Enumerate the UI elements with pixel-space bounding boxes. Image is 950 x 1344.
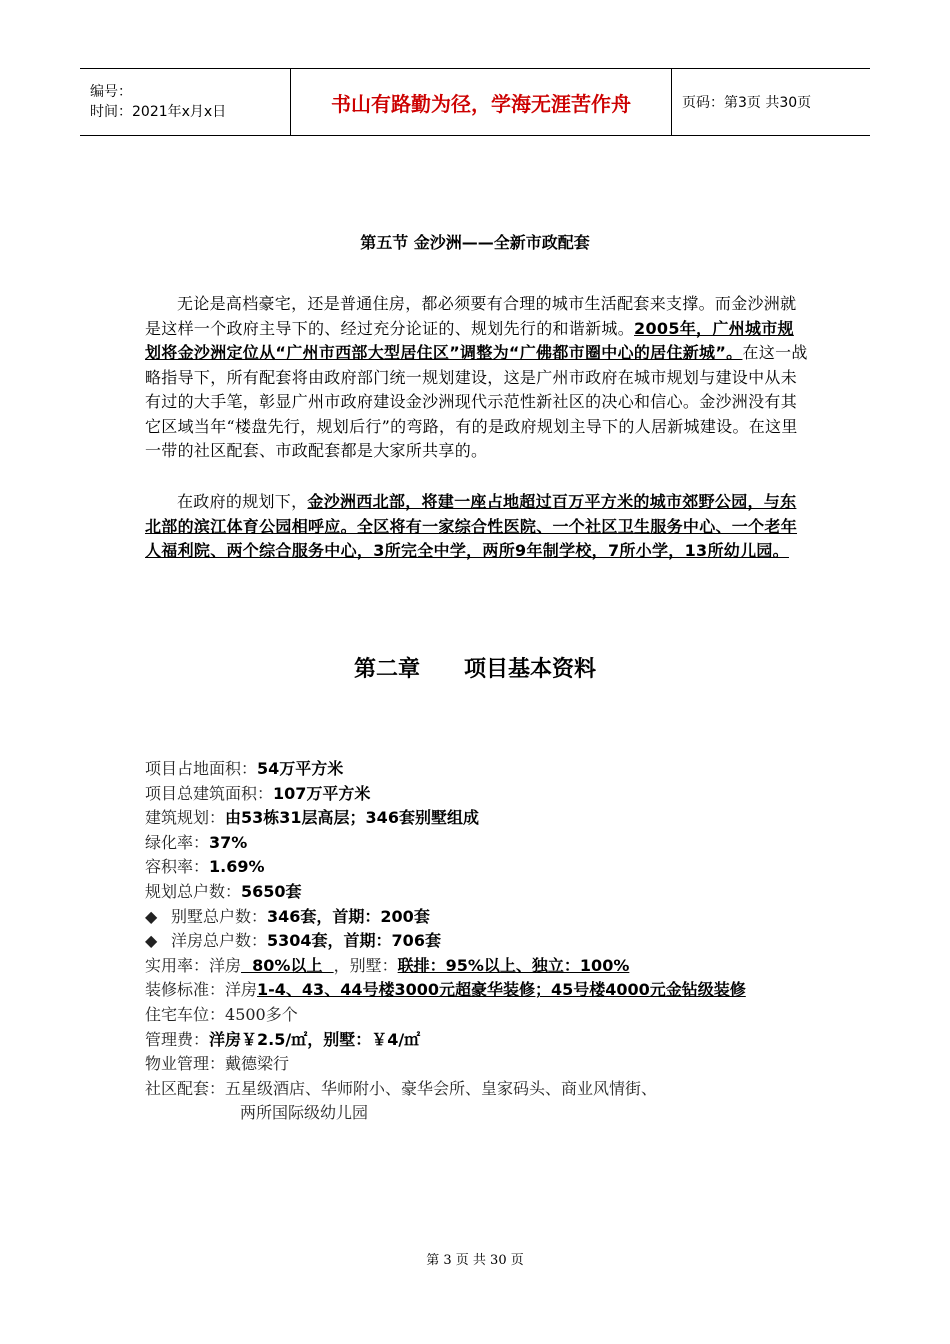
- diamond-bullet-icon: ◆: [145, 931, 158, 951]
- header-page-info: 页码：第3页 共30页: [672, 69, 871, 136]
- document-header: [80, 68, 870, 136]
- doc-number-label: 编号：: [90, 84, 132, 100]
- info-property-management: 物业管理：戴德梁行: [145, 1054, 290, 1074]
- info-build-area: 项目总建筑面积：107万平方米: [145, 783, 371, 803]
- para1-emphasis: 2005年，广州城市规划将金沙洲定位从“广州市西部大型居住区”调整为“广佛都市圈中心的居住新城”。: [145, 318, 794, 362]
- info-far: 容积率：1.69%: [145, 857, 265, 877]
- info-usage-rate: 实用率：洋房 80%以上 ，别墅：联排：95%以上、独立：100%: [145, 955, 630, 975]
- chapter-number: 第二章: [353, 657, 420, 682]
- para1-intro: 无论是高档豪宅，还是普通住房，都必须要有合理的城市生活配套来支撑。而金沙洲就是这样一个政府主导下的、经过充分论证的、规划先行的和谐新城。: [145, 294, 797, 338]
- header-meta-cell: [80, 69, 291, 136]
- para2-emphasis: 金沙洲西北部，将建一座占地超过百万平方米的城市郊野公园，与东北部的滨江体育公园相呼应。全区将有一家综合性医院、一个社区卫生服务中心、一个老年人福利院、两个综合服务中心，3所完全中学，两所9年制学校，7所小学，13所幼儿园。: [145, 492, 798, 560]
- info-land-area: 项目占地面积：54万平方米: [145, 759, 344, 778]
- diamond-bullet-icon: ◆: [145, 906, 158, 926]
- doc-time-label: 时间：2021年x月x日: [90, 104, 227, 120]
- info-parking: 住宅车位：4500多个: [145, 1004, 298, 1024]
- section-title: 第五节 金沙洲——全新市政配套: [360, 233, 590, 252]
- section-paragraph-2: [145, 490, 810, 564]
- project-info-list: [145, 757, 835, 1126]
- info-community-cont: 两所国际级幼儿园: [240, 1103, 369, 1123]
- info-management-fee: 管理费：洋房￥2.5/㎡，别墅：￥4/㎡: [145, 1029, 421, 1049]
- info-households: 规划总户数：5650套: [145, 881, 302, 901]
- chapter-title: [0, 652, 950, 683]
- info-community: 社区配套：五星级酒店、华师附小、豪华会所、皇家码头、商业风情街、: [145, 1078, 658, 1098]
- info-decoration: 装修标准：洋房1-4、43、44号楼3000元超豪华装修；45号楼4000元金钻级装修: [145, 980, 746, 1000]
- info-villa-count: ◆ 别墅总户数：346套，首期：200套: [145, 905, 835, 930]
- info-apartment-count: ◆ 洋房总户数：5304套，首期：706套: [145, 929, 835, 954]
- header-motto: 书山有路勤为径，学海无涯苦作舟: [291, 69, 672, 136]
- para1-body: 在这一战略指导下，所有配套将由政府部门统一规划建设，这是广州市政府在城市规划与建设中从未有过的大手笔，彰显广州市政府建设金沙洲现代示范性新社区的决心和信心。金沙洲没有其它区域当年“楼盘先行，规划后行”的弯路，有的是政府规划主导下的人居新城建设。在这里一带的社区配套、市政配套都是大家所共享的。: [145, 343, 808, 460]
- chapter-name: 项目基本资料: [464, 657, 597, 682]
- section-paragraph-1: [145, 292, 810, 464]
- info-build-plan: 建筑规划：由53栋31层高层；346套别墅组成: [145, 808, 479, 828]
- para2-intro: 在政府的规划下，: [177, 492, 308, 511]
- info-green-rate: 绿化率：37%: [145, 832, 248, 852]
- page-footer: 第 3 页 共 30 页: [426, 1253, 524, 1268]
